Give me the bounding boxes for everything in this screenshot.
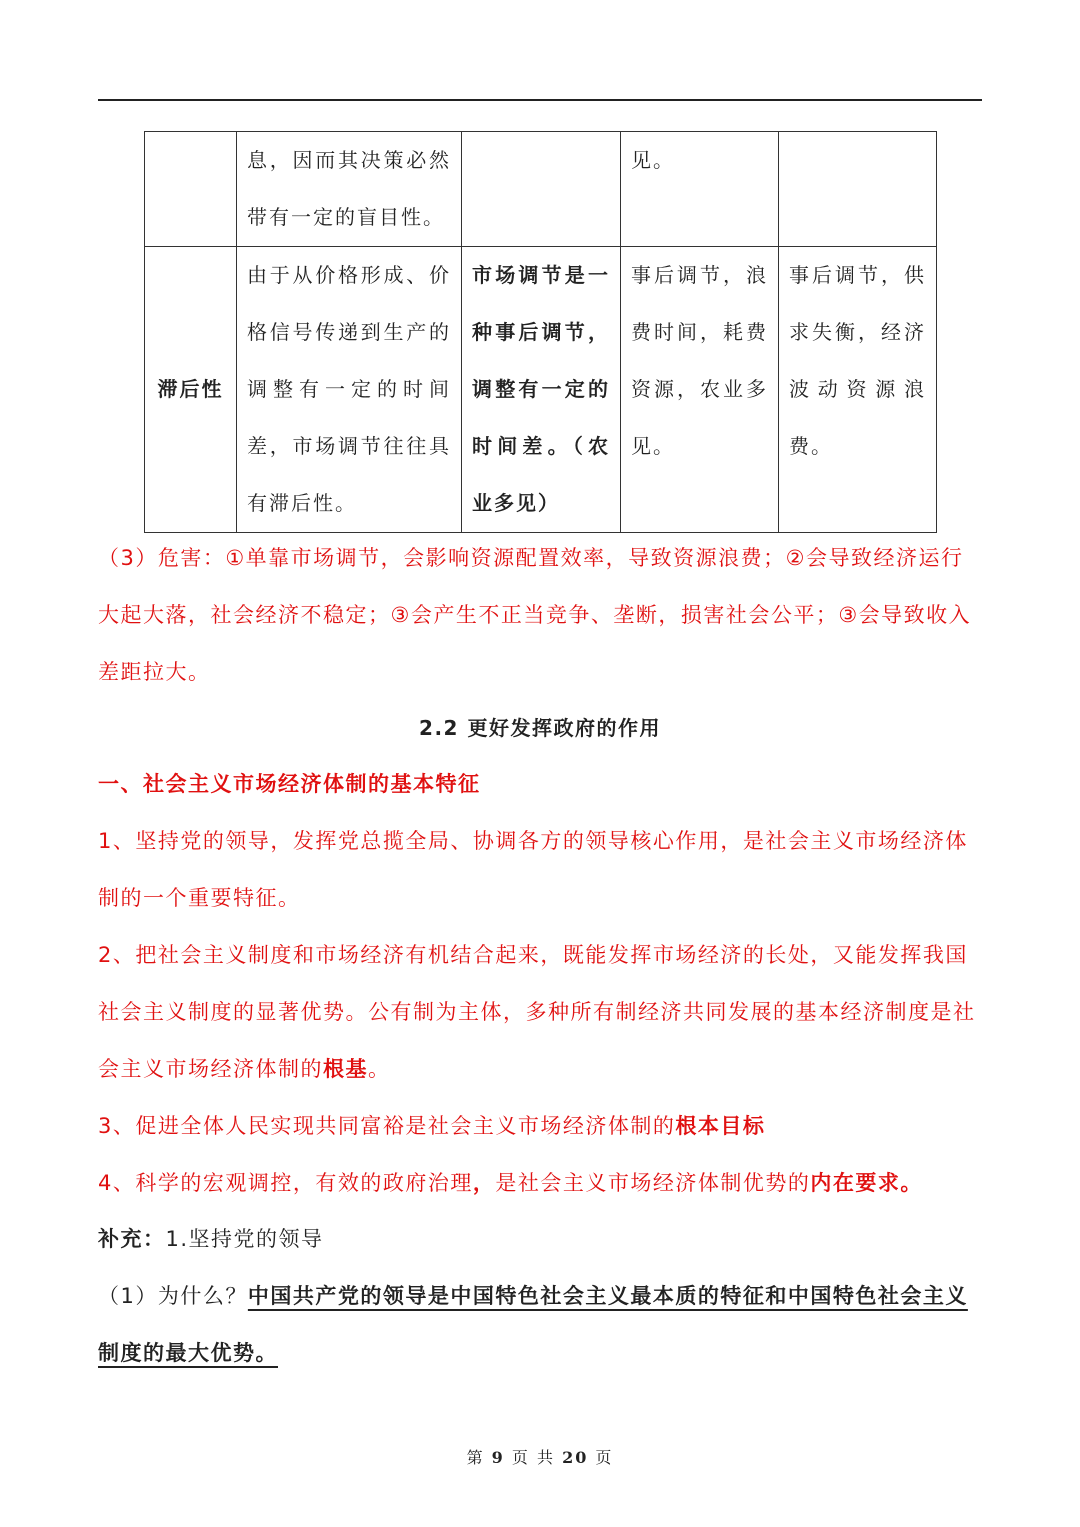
item-emphasis: 根基 [323,1057,368,1081]
harm-paragraph: （3）危害：①单靠市场调节，会影响资源配置效率，导致资源浪费；②会导致经济运行大起大落，社会经济不稳定；③会产生不正当竞争、垄断，损害社会公平；③会导致收入差距拉大。 [98,546,972,684]
table-cell: 息，因而其决策必然带有一定的盲目性。 [237,132,462,247]
supplement-label: 补充： [98,1227,166,1251]
header-rule [98,99,982,101]
row-label-lag: 滞后性 [145,247,237,533]
footer-text: 页 [588,1448,614,1467]
supplement-line [98,1211,982,1268]
page-total: 20 [562,1448,589,1467]
table-cell [462,132,621,247]
table-cell [779,132,937,247]
table-row [145,132,937,247]
item-emphasis: 根本目标 [675,1114,766,1138]
why-prefix: （1）为什么？ [98,1284,248,1308]
comparison-table [144,131,937,533]
table-cell: 事后调节，浪费时间，耗费资源，农业多见。 [621,247,779,533]
item-comma: ， [472,1171,496,1195]
table-cell: 由于从价格形成、价格信号传递到生产的调整有一定的时间差，市场调节往往具有滞后性。 [237,247,462,533]
feature-item-2 [98,927,982,1098]
item-end: 。 [368,1057,391,1081]
table-cell [145,132,237,247]
table-cell: 事后调节，供求失衡，经济波动资源浪费。 [779,247,937,533]
footer-text: 页 共 [504,1448,563,1467]
section-title: 2.2 更好发挥政府的作用 [419,716,661,740]
footer-text: 第 [466,1448,492,1467]
supplement-text: 1.坚持党的领导 [165,1227,324,1251]
item-text: 3、促进全体人民实现共同富裕是社会主义市场经济体制的 [98,1114,676,1138]
page-number: 9 [491,1448,505,1467]
page-footer [0,1445,1080,1468]
feature-item-1: 1、坚持党的领导，发挥党总揽全局、协调各方的领导核心作用，是社会主义市场经济体制的一个重要特征。 [98,829,968,910]
table-cell: 见。 [621,132,779,247]
table-cell: 市场调节是一种事后调节，调整有一定的时间差。（农业多见） [462,247,621,533]
item-text: 4、科学的宏观调控，有效的政府治理 [98,1171,473,1195]
why-answer: 中国共产党的领导是中国特色社会主义最本质的特征和中国特色社会主义制度的最大优势。 [98,1284,968,1365]
item-text: 是社会主义市场经济体制优势的 [495,1171,811,1195]
feature-item-4 [98,1155,982,1212]
item-emphasis: 内在要求。 [810,1171,923,1195]
feature-item-3 [98,1098,982,1155]
table-row [145,247,937,533]
why-paragraph [98,1268,982,1382]
item-text: 2、把社会主义制度和市场经济有机结合起来，既能发挥市场经济的长处，又能发挥我国社会主义制度的显著优势。公有制为主体，多种所有制经济共同发展的基本经济制度是社会主义市场经济体制的 [98,943,976,1081]
heading-basic-features: 一、社会主义市场经济体制的基本特征 [98,772,481,796]
